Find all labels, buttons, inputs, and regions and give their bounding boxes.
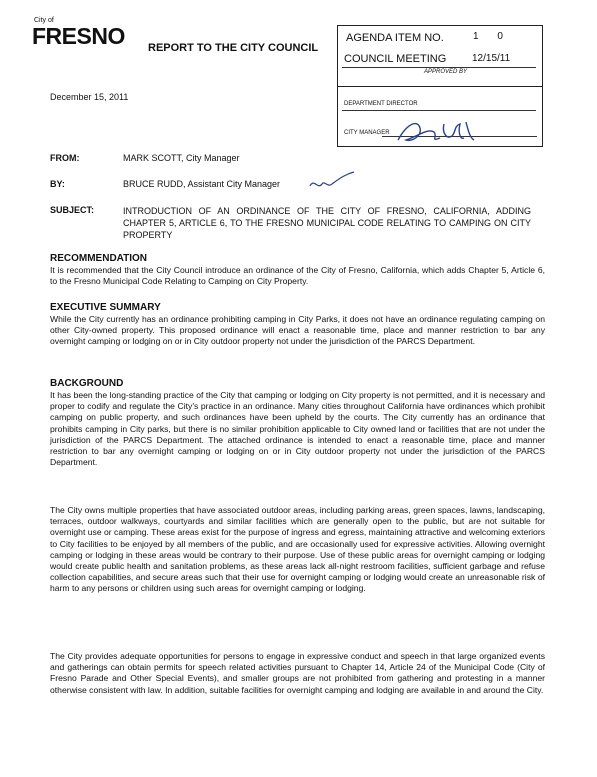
fresno-logo: FRESNO	[32, 23, 125, 49]
memo-date: December 15, 2011	[50, 92, 129, 102]
divider	[342, 67, 536, 68]
council-meeting-date: 12/15/11	[472, 53, 511, 64]
executive-summary-body: While the City currently has an ordinance prohibiting camping in City Parks, it does not have an ordinance regulating camping on other City-owned property. This proposed ordinance will enact a reasonable time, place and manner restriction to bar any overnight camping or lodging on or in City outdoor property not under the jurisdiction of the PARCS Department.	[50, 314, 545, 347]
background-body: It has been the long-standing practice of the City that camping or lodging on City property is not permitted, and it is necessary and proper to codify and regulate the City's practice in an ordinance. Many cities throughout California have ordinances which prohibit camping on public property, and such ordinances have been upheld by the courts. The City currently has an ordinance that prohibits camping in City parks, but there is no similar prohibition applicable to City owned land or facilities that are not under the jurisdiction of the PARCS Department. The attached ordinance is intended to enact a reasonable time, place and manner restriction to bar any overnight camping or lodging on or in City outdoor property not under the jurisdiction of the PARCS Department.	[50, 390, 545, 468]
by-value: BRUCE RUDD, Assistant City Manager	[123, 179, 281, 189]
recommendation-heading: RECOMMENDATION	[50, 253, 148, 264]
paragraph-text: The City provides adequate opportunities for persons to engage in expressive conduct and speech in that large organized events and gatherings can obtain permits for speech related activities pursuant to Chapter 14, Article 24 of the Municipal Code (City of Fresno Parade and Other Special Events), and smaller groups are not prohibited from gathering and protesting in a manner otherwise consistent with law. In addition, suitable facilities for overnight camping and lodging are available in and around the City.	[50, 651, 545, 695]
report-title: REPORT TO THE CITY COUNCIL	[148, 42, 319, 54]
logo-city-text: City of	[34, 17, 54, 24]
background-paragraph-3	[50, 651, 545, 696]
from-value: MARK SCOTT, City Manager	[123, 153, 240, 163]
background-heading: BACKGROUND	[50, 378, 124, 389]
agenda-item-label: AGENDA ITEM NO.	[346, 32, 444, 44]
city-manager-label: CITY MANAGER	[344, 130, 390, 136]
department-director-label: DEPARTMENT DIRECTOR	[344, 101, 418, 107]
recommendation-section	[50, 253, 545, 287]
from-label: FROM:	[50, 153, 80, 163]
assistant-manager-initials-icon	[306, 170, 356, 194]
background-section	[50, 378, 545, 468]
council-meeting-label: COUNCIL MEETING	[344, 53, 447, 65]
agenda-item-number: 1 0	[473, 31, 511, 42]
background-paragraph-2	[50, 505, 545, 595]
signature-line	[342, 110, 536, 111]
subject-value: INTRODUCTION OF AN ORDINANCE OF THE CITY OF FRESNO, CALIFORNIA, ADDING CHAPTER 5, ARTICLE 6, TO THE FRESNO MUNICIPAL CODE RELATING TO CAMPING ON CITY PROPERTY	[123, 206, 531, 240]
by-label: BY:	[50, 179, 65, 189]
executive-summary-section	[50, 302, 545, 348]
paragraph-text: The City owns multiple properties that have associated outdoor areas, including parking areas, green spaces, lawns, landscaping, terraces, outdoor walkways, courtyards and similar facilities which are generally open to the public, but are not suitable for overnight use or camping. These areas exist for the purpose of ingress and egress, maintaining attractive and welcoming exteriors to City facilities to be enjoyed by all members of the public, and are occasionally used for expressive activities. Allowing overnight camping or lodging in these areas would be contrary to their purpose. Use of these public areas for overnight camping or lodging would create public health and sanitation problems, as these areas lack all-night restroom facilities, sufficient garbage and refuse collection capabilities, and secure areas such that their use for overnight camping or lodging would create an unreasonable risk of harm to any persons or children using such areas for overnight camping or lodging.	[50, 505, 545, 594]
approved-by-label: APPROVED BY	[424, 69, 468, 75]
subject-label: SUBJECT:	[50, 205, 95, 215]
executive-summary-heading: EXECUTIVE SUMMARY	[50, 302, 161, 313]
recommendation-body: It is recommended that the City Council introduce an ordinance of the City of Fresno, California, which adds Chapter 5, Article 6, to the Fresno Municipal Code Relating to Camping on City Property.	[50, 265, 545, 287]
agenda-box	[337, 25, 543, 147]
city-manager-signature-icon	[394, 118, 494, 146]
